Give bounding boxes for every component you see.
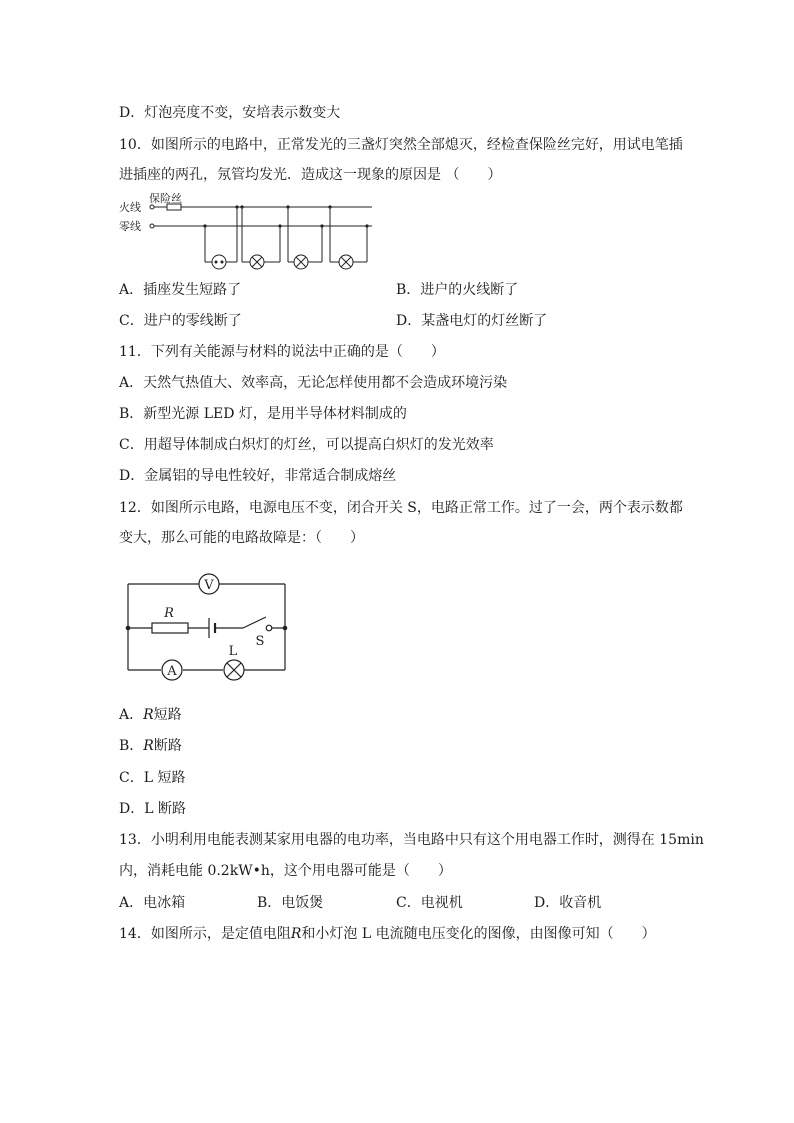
- q10-option-a: A．插座发生短路了: [119, 282, 242, 298]
- q12-stem-line1: 12．如图所示电路，电源电压不变，闭合开关 S，电路正常工作。过了一会，两个表示数都: [119, 500, 683, 516]
- lamp-symbol: [224, 660, 244, 680]
- lamp-label: L: [228, 644, 238, 659]
- switch-contact: [266, 625, 272, 631]
- option-letter: A．: [119, 707, 144, 723]
- q10-option-b: B．进户的火线断了: [396, 282, 519, 298]
- resistor-variable: R: [143, 738, 154, 754]
- q11-option-d: D．金属铝的导电性较好，非常适合制成熔丝: [119, 468, 397, 484]
- neutral-wire-label: 零线: [119, 220, 141, 233]
- q10-stem-line2: 进插座的两孔，氖管均发光．造成这一现象的原因是 （ ）: [119, 167, 502, 183]
- lamp-3-symbol: [339, 255, 353, 269]
- resistor-label: R: [164, 606, 174, 621]
- switch-label: S: [255, 634, 265, 649]
- q10-household-circuit-figure: [119, 192, 379, 274]
- q12-stem-line2: 变大，那么可能的电路故障是：（ ）: [119, 530, 364, 546]
- lamp-1-symbol: [250, 255, 264, 269]
- q13-option-d: D．收音机: [534, 895, 602, 911]
- q10-option-d: D．某盏电灯的灯丝断了: [396, 313, 548, 329]
- junction-right: [283, 626, 288, 631]
- q14-stem-end: 和小灯泡 L 电流随电压变化的图像，由图像可知（ ）: [301, 926, 656, 942]
- resistor-variable: R: [143, 707, 154, 723]
- socket-hole-right: [221, 261, 224, 264]
- option-text: 断路: [153, 738, 182, 754]
- ammeter-label: A: [167, 664, 177, 679]
- junction-left: [126, 626, 131, 631]
- option-letter: B．: [119, 738, 144, 754]
- q14-stem-start: 14．如图所示，是定值电阻: [119, 926, 291, 942]
- fuse-label: 保险丝: [149, 192, 182, 205]
- q13-option-a: A．电冰箱: [119, 895, 186, 911]
- q13-stem-line1: 13．小明利用电能表测某家用电器的电功率，当电路中只有这个用电器工作时，测得在 15min: [119, 832, 704, 848]
- q13-option-b: B．电饭煲: [257, 895, 324, 911]
- q13-stem-line2: 内，消耗电能 0.2kW•h，这个用电器可能是（ ）: [119, 863, 452, 879]
- option-text: 短路: [153, 707, 182, 723]
- neutral-terminal: [150, 224, 154, 228]
- resistor-variable: R: [290, 926, 302, 942]
- socket-hole-left: [215, 261, 218, 264]
- q11-option-b: B．新型光源 LED 灯，是用半导体材料制成的: [119, 406, 407, 422]
- voltmeter-label: V: [204, 578, 214, 593]
- q11-stem: 11．下列有关能源与材料的说法中正确的是（ ）: [119, 344, 445, 360]
- resistor-symbol: [152, 623, 188, 633]
- q12-circuit-figure: [119, 570, 295, 686]
- q12-option-a: [119, 705, 182, 725]
- q12-option-d: D．L 断路: [119, 801, 186, 817]
- q12-option-c: C．L 短路: [119, 770, 186, 786]
- q14-stem: [119, 924, 656, 944]
- q13-option-c: C．电视机: [396, 895, 463, 911]
- q11-option-a: A．天然气热值大、效率高，无论怎样使用都不会造成环境污染: [119, 375, 508, 391]
- q10-stem-line1: 10．如图所示的电路中，正常发光的三盏灯突然全部熄灭，经检查保险丝完好，用试电笔插: [119, 137, 683, 153]
- lamp-2-symbol: [294, 255, 308, 269]
- switch-blade: [243, 617, 266, 628]
- live-terminal: [150, 205, 154, 209]
- q9-option-d: D．灯泡亮度不变，安培表示数变大: [119, 105, 341, 121]
- q12-option-b: [119, 736, 182, 756]
- q11-option-c: C．用超导体制成白炽灯的灯丝，可以提高白炽灯的发光效率: [119, 437, 494, 453]
- q10-option-c: C．进户的零线断了: [119, 313, 242, 329]
- live-wire-label: 火线: [119, 201, 141, 214]
- socket-symbol: [212, 255, 226, 269]
